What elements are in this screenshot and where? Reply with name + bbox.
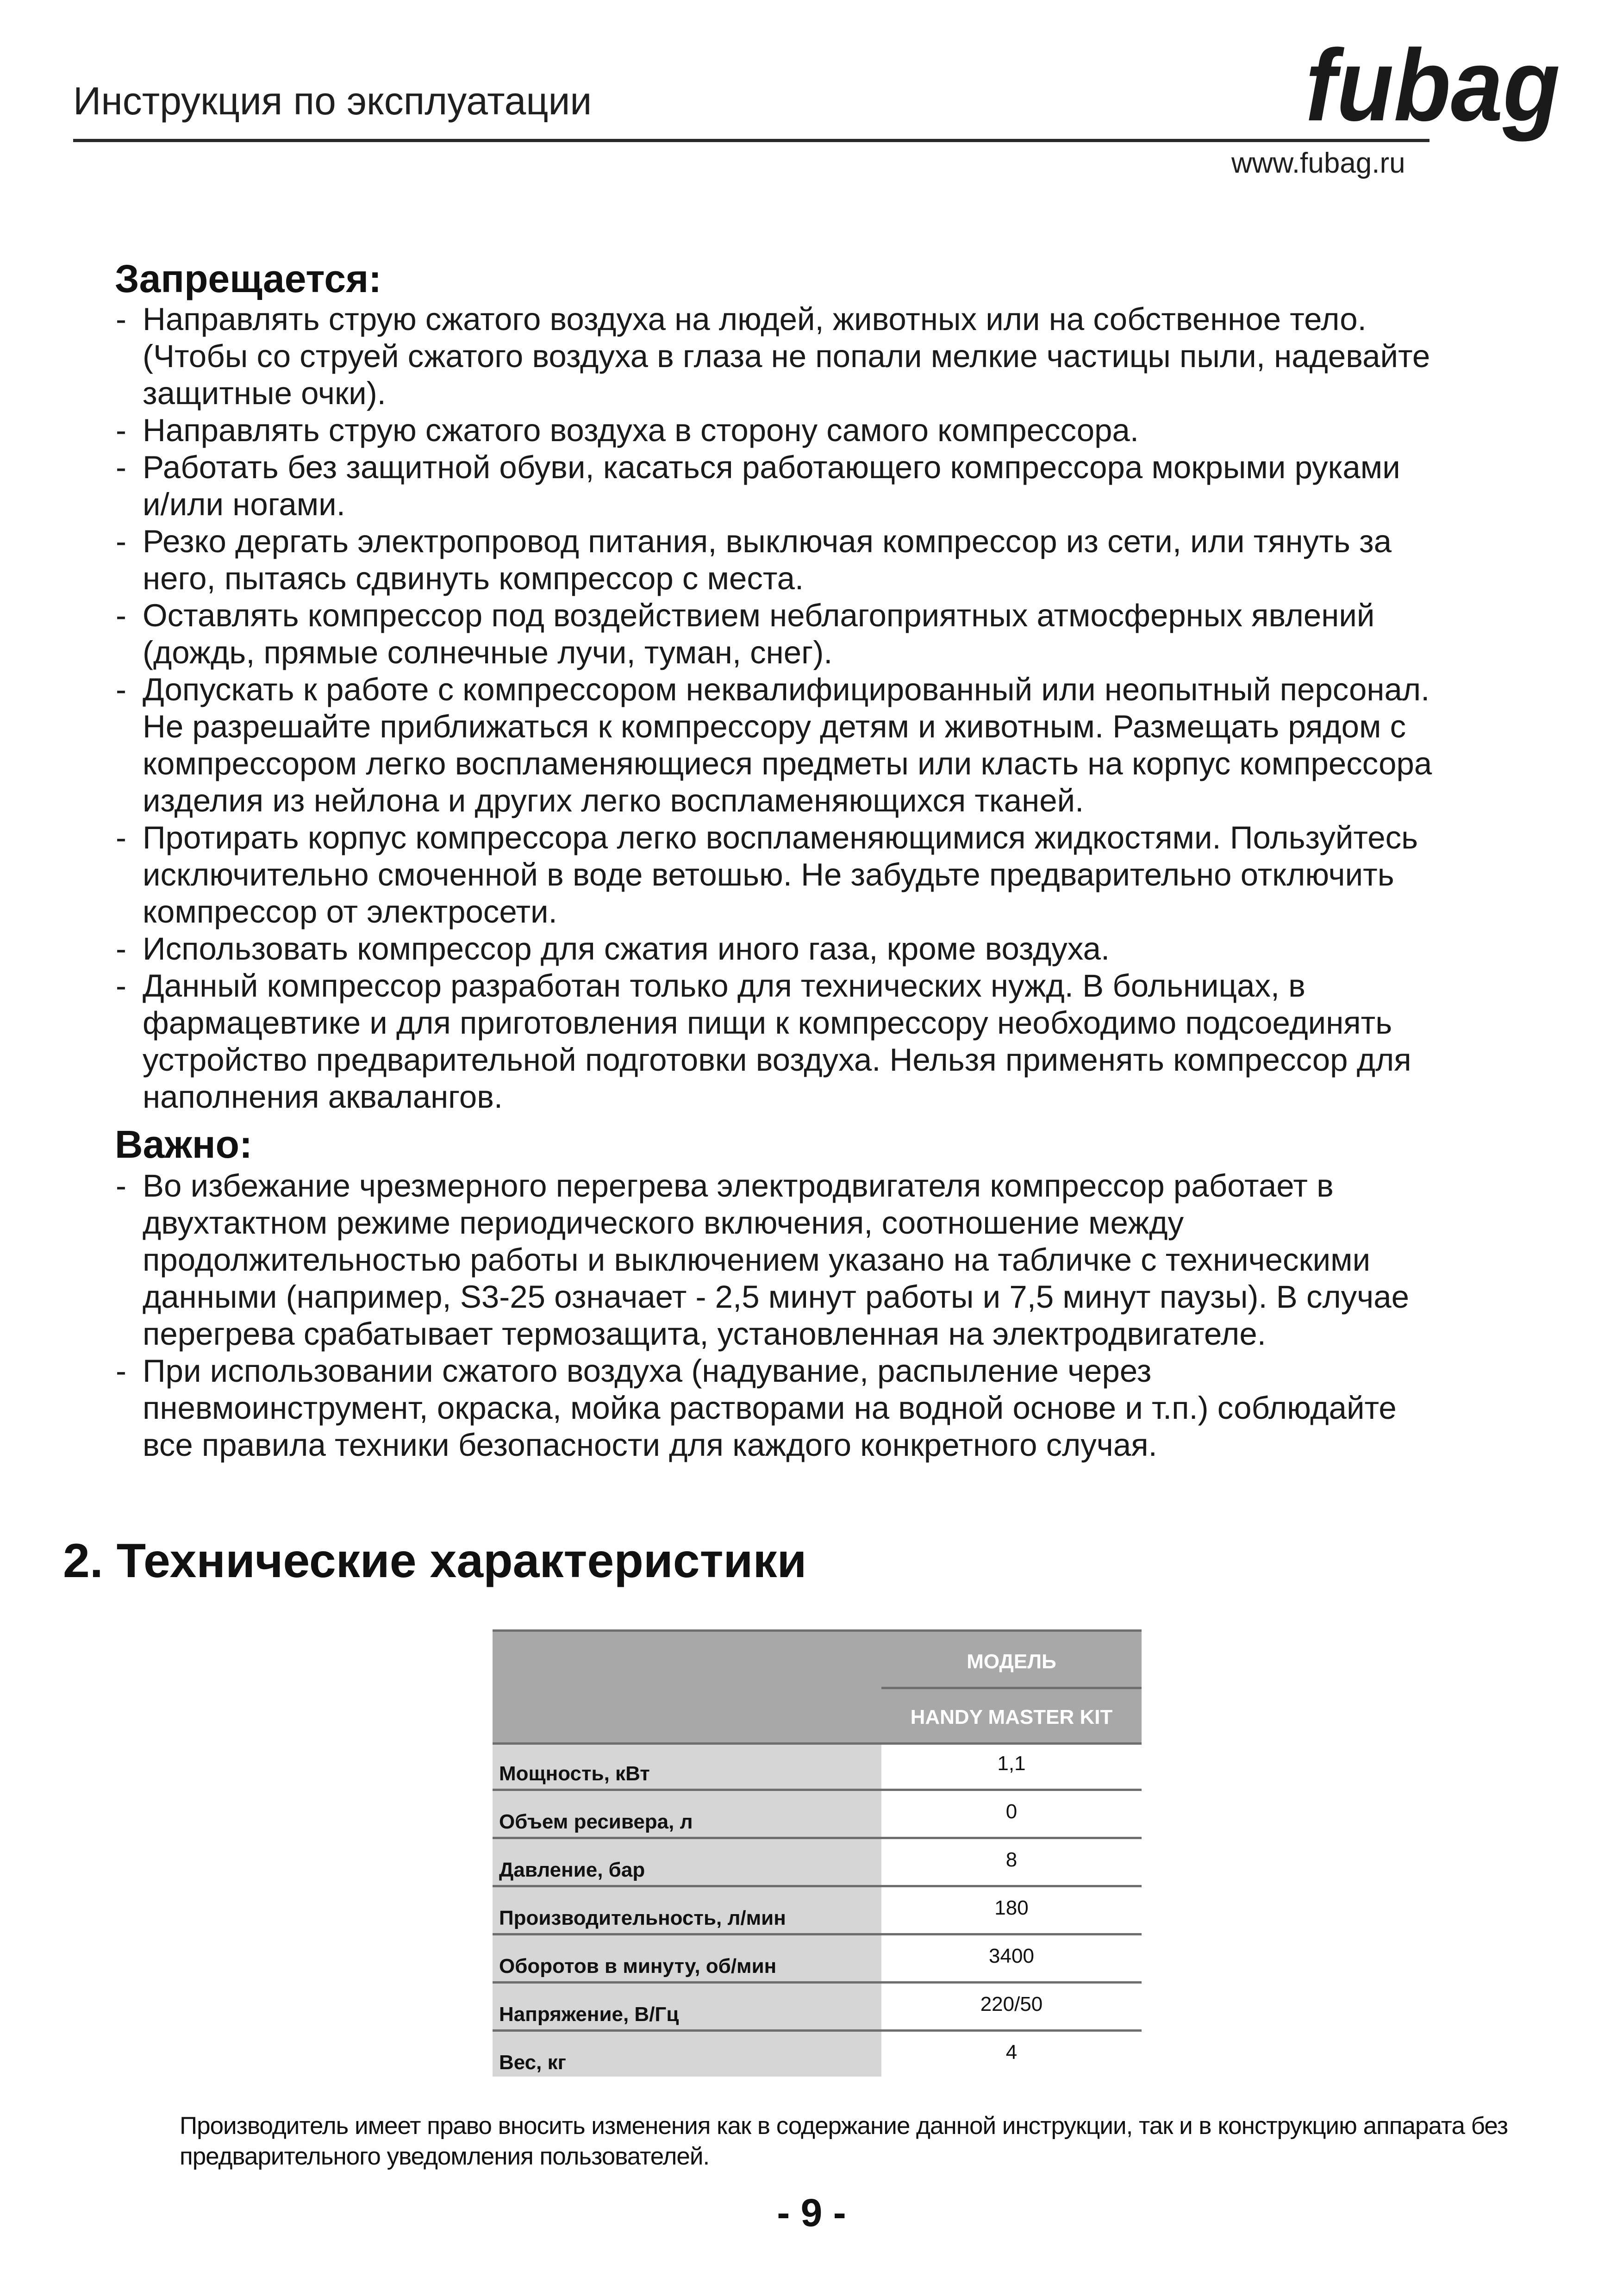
spec-value: 1,1 [997, 1752, 1026, 1775]
model-name: HANDY MASTER KIT [910, 1706, 1113, 1728]
important-item: - При использовании сжатого воздуха (надувание, распыление через пневмоинструмент, окраска, мойка растворами на водной основе и т.п.) соблюдайте все правила техники безопасности для каждого конкретного случая. [116, 1353, 1397, 1463]
forbidden-item: - Направлять струю сжатого воздуха на людей, животных или на собственное тело. (Чтобы со струей сжатого воздуха в глаза не попали мелкие частицы пыли, надевайте защитные очки). [116, 301, 1430, 411]
table-rule [493, 2029, 1142, 2032]
specs-table [493, 1629, 1142, 2077]
spec-param: Объем ресивера, л [499, 1810, 693, 1833]
table-rule [493, 1981, 1142, 1984]
page-number: - 9 - [777, 2191, 846, 2234]
model-header: МОДЕЛЬ [967, 1650, 1056, 1673]
forbidden-item: - Использовать компрессор для сжатия иного газа, кроме воздуха. [116, 931, 1110, 967]
spec-value: 4 [1005, 2041, 1017, 2064]
spec-param: Вес, кг [499, 2051, 566, 2074]
forbidden-item: - Направлять струю сжатого воздуха в сторону самого компрессора. [116, 412, 1139, 448]
table-rule [493, 1933, 1142, 1935]
forbidden-item: - Работать без защитной обуви, касаться работающего компрессора мокрыми руками и/или ногами. [116, 449, 1400, 522]
spec-value: 0 [1005, 1800, 1017, 1823]
forbidden-item: - Данный компрессор разработан только для технических нужд. В больницах, в фармацевтике и для приготовления пищи к компрессору необходимо подсоединять устройство предварительной подготовки воздуха. Нельзя применять компрессор для наполнения аквалангов. [116, 968, 1411, 1115]
important-heading: Важно: [115, 1123, 252, 1166]
forbidden-item: - Оставлять компрессор под воздействием неблагоприятных атмосферных явлений (дождь, прямые солнечные лучи, туман, снег). [116, 598, 1375, 670]
spec-param: Давление, бар [499, 1859, 645, 1881]
table-rule [493, 1885, 1142, 1887]
spec-value: 180 [994, 1897, 1029, 1919]
spec-value: 220/50 [980, 1993, 1043, 2015]
table-rule [881, 1687, 1142, 1689]
table-rule [493, 1629, 1142, 1632]
spec-value: 8 [1005, 1848, 1017, 1871]
brand-logo-text: fubag [1305, 32, 1560, 142]
spec-param: Напряжение, В/Гц [499, 2003, 679, 2026]
table-rule [493, 1837, 1142, 1839]
spec-param: Мощность, кВт [499, 1762, 650, 1785]
spec-param: Оборотов в минуту, об/мин [499, 1955, 777, 1978]
forbidden-heading: Запрещается: [115, 257, 382, 300]
forbidden-item: - Допускать к работе с компрессором неквалифицированный или неопытный персонал. Не разрешайте приближаться к компрессору детям и животным. Размещать рядом с компрессором легко воспламеняющиеся предметы или класть на корпус компрессора изделия из нейлона и других легко воспламеняющихся тканей. [116, 672, 1432, 818]
forbidden-item: - Резко дергать электропровод питания, выключая компрессор из сети, или тянуть за него, пытаясь сдвинуть компрессор с места. [116, 524, 1392, 596]
header-title: Инструкция по эксплуатации [73, 79, 592, 123]
brand-logo [1301, 32, 1565, 144]
forbidden-item: - Протирать корпус компрессора легко воспламеняющимися жидкостями. Пользуйтесь исключительно смоченной в воде ветошью. Не забудьте предварительно отключить компрессор от электросети. [116, 820, 1418, 930]
spec-param: Производительность, л/мин [499, 1907, 786, 1929]
header-divider [73, 139, 1429, 142]
important-item: - Во избежание чрезмерного перегрева электродвигателя компрессор работает в двухтактном режиме периодического включения, соотношение между продолжительностью работы и выключением указано на табличке с техническими данными (например, S3-25 означает - 2,5 минут работы и 7,5 минут паузы). В случае перегрева срабатывает термозащита, установленная на электродвигателе. [116, 1168, 1409, 1352]
table-rule [493, 1742, 1142, 1745]
disclaimer-text: Производитель имеет право вносить изменения как в содержание данной инструкции, так и в конструкцию аппарата без предварительного уведомления пользователей. [180, 2112, 1508, 2170]
website-url: www.fubag.ru [1231, 147, 1405, 179]
specs-title: 2. Технические характеристики [63, 1534, 807, 1588]
spec-value: 3400 [989, 1945, 1034, 1967]
table-rule [493, 1789, 1142, 1791]
